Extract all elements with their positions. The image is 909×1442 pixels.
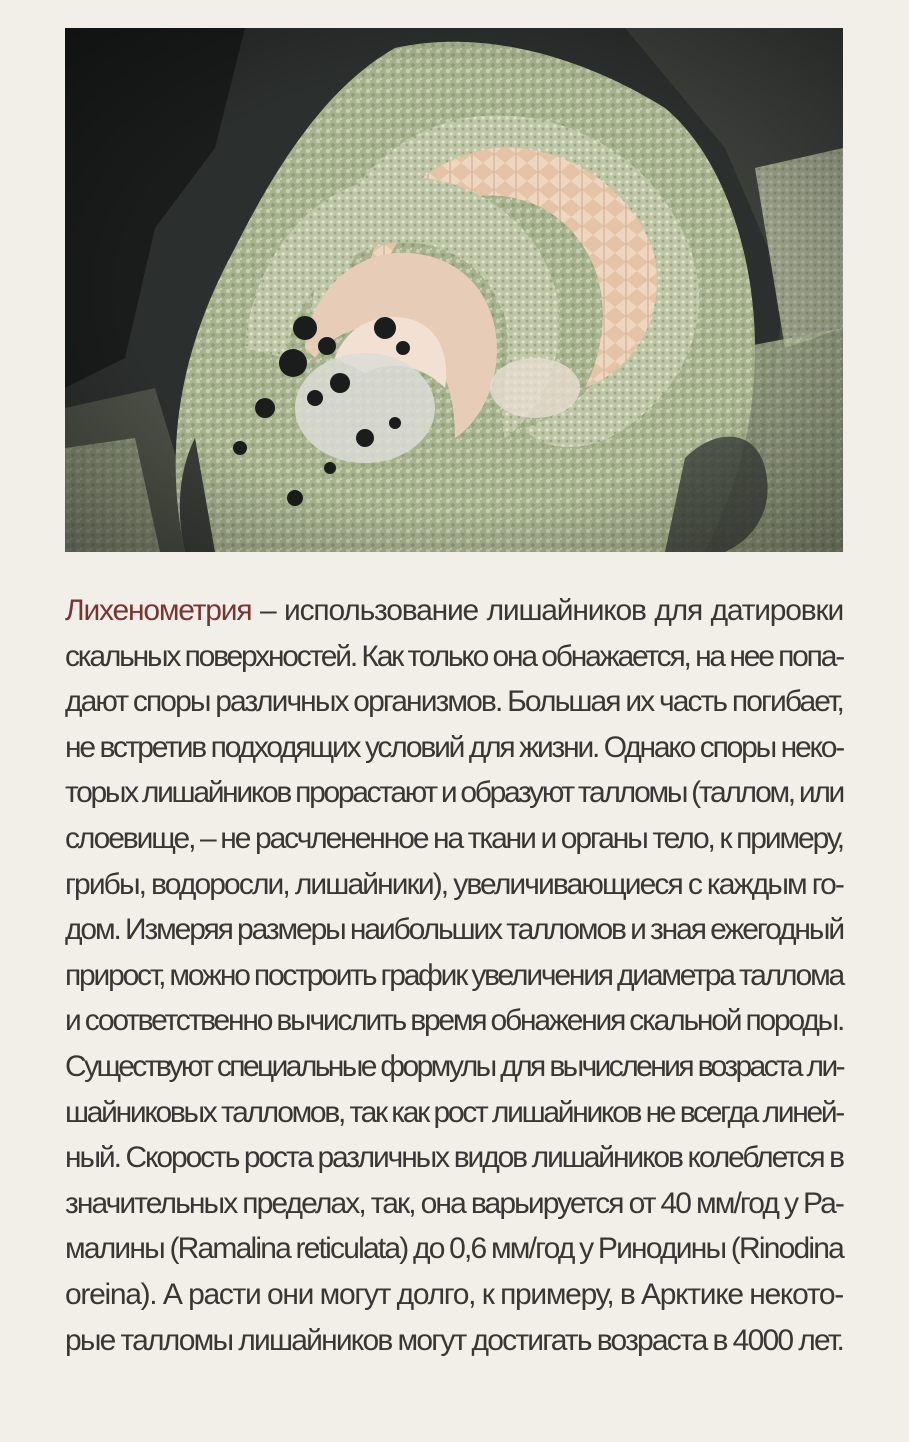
text-line: малины (Ramalina reticulata) до 0,6 мм/год у Ринодины (Rinodina <box>65 1232 843 1266</box>
text-line: рые талломы лишайников могут достигать возраста в 4000 лет. <box>65 1323 843 1357</box>
text-line: значительных пределах, так, она варьируется от 40 мм/год у Ра- <box>65 1186 843 1220</box>
text-line: грибы, водоросли, лишайники), увеличивающиеся с каждым го- <box>65 867 843 901</box>
text-line: скальных поверхностей. Как только она обнажается, на нее попа- <box>65 639 843 673</box>
article-text <box>65 588 843 1363</box>
text-line: oreina). А расти они могут долго, к примеру, в Арктике некото- <box>65 1277 843 1311</box>
text-line: ный. Скорость роста различных видов лишайников колеблется в <box>65 1141 843 1175</box>
lichen-photo-image <box>65 28 843 552</box>
text-line: шайниковых талломов, так как рост лишайников не всегда линей- <box>65 1095 843 1129</box>
term-lichenometry: Лихенометрия <box>65 594 252 627</box>
text-line: прирост, можно построить график увеличения диаметра таллома <box>65 958 843 992</box>
text-line: не встретив подходящих условий для жизни. Однако споры неко- <box>65 730 843 764</box>
text-line: дают споры различных организмов. Большая их часть погибает, <box>65 685 843 719</box>
text-line: Лихенометрия – использование лишайников для датировки <box>65 594 843 627</box>
text-line: слоевище, – не расчлененное на ткани и органы тело, к примеру, <box>65 821 843 855</box>
text-line: торых лишайников прорастают и образуют талломы (таллом, или <box>65 776 843 810</box>
text-line: Существуют специальные формулы для вычисления возраста ли- <box>65 1049 843 1083</box>
lichen-photo <box>65 28 843 552</box>
text-line: и соответственно вычислить время обнажения скальной породы. <box>65 1004 844 1038</box>
text-line: дом. Измеряя размеры наибольших талломов и зная ежегодный <box>65 913 843 947</box>
